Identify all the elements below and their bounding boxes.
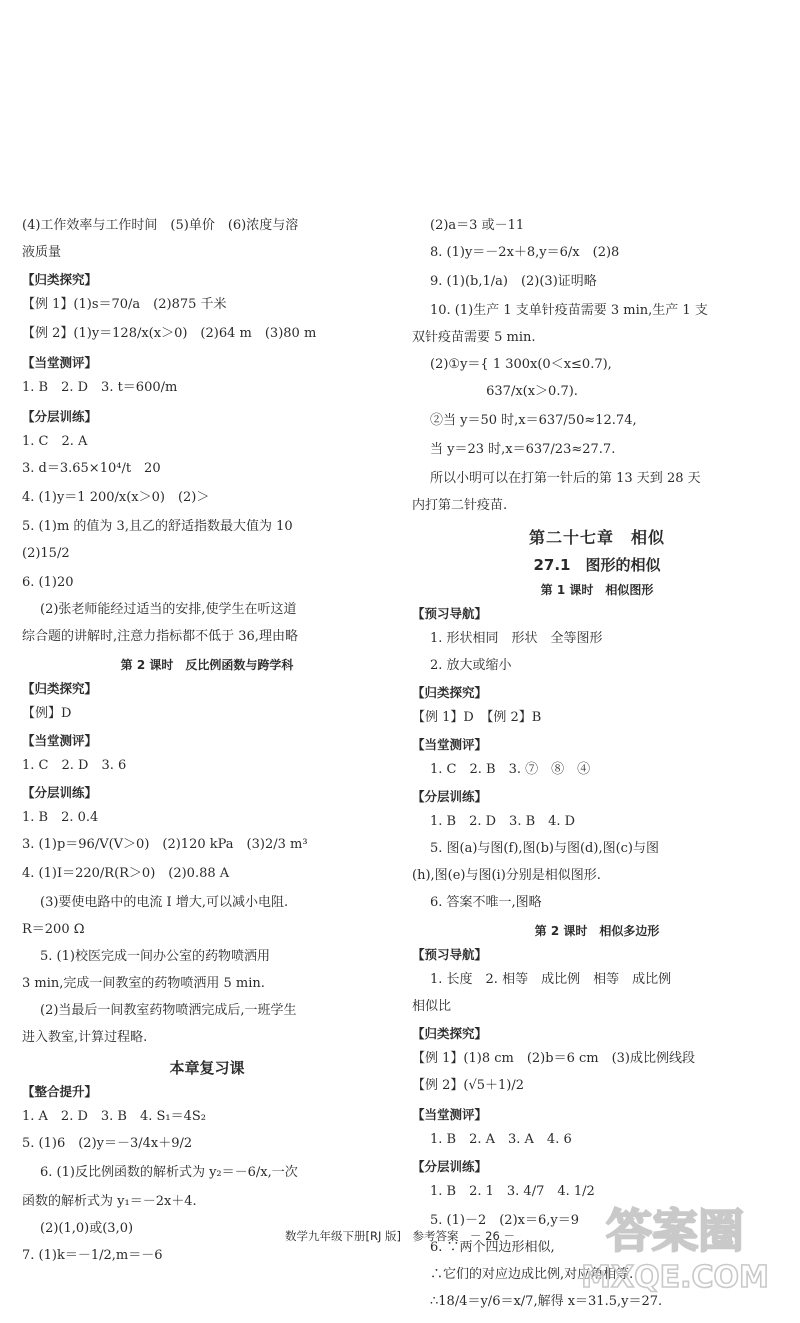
answer-line: 1. B 2. 0.4 xyxy=(22,810,99,825)
answer-line: (2)a＝3 或－11 xyxy=(430,218,525,233)
section-heading: 【归类探究】 xyxy=(22,272,98,287)
watermark-logo xyxy=(560,1195,790,1295)
answer-line: 综合题的讲解时,注意力指标都不低于 36,理由略 xyxy=(22,629,298,644)
answer-line: 【例】D xyxy=(22,706,72,721)
section-heading: 【当堂测评】 xyxy=(412,737,488,752)
answer-line: 【例 1】(1)s＝70/a (2)875 千米 xyxy=(22,297,227,312)
left-column xyxy=(22,218,392,1277)
answer-line: 8. (1)y＝－2x＋8,y＝6/x (2)8 xyxy=(430,245,620,260)
answer-line: 【例 1】D 【例 2】B xyxy=(412,710,542,725)
answer-line: 5. (1)－2 (2)x＝6,y＝9 xyxy=(430,1213,579,1228)
answer-line: 6. (1)20 xyxy=(22,575,74,590)
answer-line: 所以小明可以在打第一针后的第 13 天到 28 天 xyxy=(430,471,701,486)
section-heading: 【归类探究】 xyxy=(22,681,98,696)
answer-line: ∴18/4＝y/6＝x/7,解得 x＝31.5,y＝27. xyxy=(430,1294,663,1309)
answer-line: 1. C 2. A xyxy=(22,434,88,449)
answer-line: 【例 2】(√5＋1)/2 xyxy=(412,1078,525,1093)
answer-line: (2)①y＝{ 1 300x(0＜x≤0.7), xyxy=(430,357,612,372)
answer-line: 3 min,完成一间教室的药物喷洒用 5 min. xyxy=(22,976,265,991)
lesson-title: 第 1 课时 相似图形 xyxy=(540,583,654,597)
chapter-title: 第二十七章 相似 xyxy=(528,528,665,547)
answer-line: 1. B 2. D 3. B 4. D xyxy=(430,814,576,829)
section-heading: 【预习导航】 xyxy=(412,947,488,962)
answer-line: 5. (1)校医完成一间办公室的药物喷洒用 xyxy=(40,949,270,964)
answer-line: 9. (1)(b,1/a) (2)(3)证明略 xyxy=(430,274,597,289)
answer-line: 6. (1)反比例函数的解析式为 y₂＝－6/x,一次 xyxy=(40,1165,298,1180)
answer-line: (h),图(e)与图(i)分别是相似图形. xyxy=(412,868,601,883)
section-heading: 【当堂测评】 xyxy=(22,355,98,370)
answer-line: 7. (1)k＝－1/2,m＝－6 xyxy=(22,1248,163,1263)
answer-line: 函数的解析式为 y₁＝－2x＋4. xyxy=(22,1194,197,1209)
answer-line: ∴它们的对应边成比例,对应角相等. xyxy=(430,1267,634,1282)
section-heading: 【整合提升】 xyxy=(22,1084,98,1099)
section-heading: 【分层训练】 xyxy=(412,1159,488,1174)
watermark-url: MXQE.COM xyxy=(581,1260,769,1295)
answer-line: 1. C 2. B 3. ⑦ ⑧ ④ xyxy=(430,762,591,777)
answer-line: 3. (1)p＝96/V(V＞0) (2)120 kPa (3)2/3 m³ xyxy=(22,837,308,852)
watermark-title: 答案圈 xyxy=(606,1204,744,1258)
page-footer: 数学九年级下册[RJ 版] 参考答案 － 26 － xyxy=(285,1229,515,1243)
answer-line: 5. (1)m 的值为 3,且乙的舒适指数最大值为 10 xyxy=(22,519,293,534)
answer-line: 【例 1】(1)8 cm (2)b＝6 cm (3)成比例线段 xyxy=(412,1051,695,1066)
answer-line: ②当 y＝50 时,x＝637/50≈12.74, xyxy=(430,413,637,428)
answer-line: 进入教室,计算过程略. xyxy=(22,1030,148,1045)
section-heading: 【分层训练】 xyxy=(412,789,488,804)
answer-line: 2. 放大或缩小 xyxy=(430,658,512,673)
answer-line: (2)15/2 xyxy=(22,546,70,561)
answer-line: 液质量 xyxy=(22,245,62,260)
answer-line: 5. 图(a)与图(f),图(b)与图(d),图(c)与图 xyxy=(430,841,660,856)
answer-line: 当 y＝23 时,x＝637/23≈27.7. xyxy=(430,442,616,457)
answer-line: 内打第二针疫苗. xyxy=(412,498,508,513)
answer-line: 6. 答案不唯一,图略 xyxy=(430,895,542,910)
answer-line: (2)(1,0)或(3,0) xyxy=(40,1221,134,1236)
answer-line: (2)当最后一间教室药物喷洒完成后,一班学生 xyxy=(40,1003,297,1018)
section-heading: 【当堂测评】 xyxy=(412,1107,488,1122)
answer-line: 1. A 2. D 3. B 4. S₁＝4S₂ xyxy=(22,1109,207,1124)
answer-line: (2)张老师能经过适当的安排,使学生在听这道 xyxy=(40,602,297,617)
answer-line: 相似比 xyxy=(412,999,452,1014)
right-column xyxy=(412,218,782,1323)
lesson-title: 第 2 课时 反比例函数与跨学科 xyxy=(120,658,294,672)
answer-line: (4)工作效率与工作时间 (5)单价 (6)浓度与溶 xyxy=(22,218,299,233)
answer-line: 1. 形状相同 形状 全等图形 xyxy=(430,631,603,646)
answer-line: 1. C 2. D 3. 6 xyxy=(22,758,127,773)
section-title: 本章复习课 xyxy=(169,1059,245,1077)
answer-line: R＝200 Ω xyxy=(22,922,85,937)
section-heading: 【归类探究】 xyxy=(412,685,488,700)
answer-line: 双针疫苗需要 5 min. xyxy=(412,330,536,345)
answer-line: 1. B 2. 1 3. 4/7 4. 1/2 xyxy=(430,1184,595,1199)
section-heading: 【分层训练】 xyxy=(22,409,98,424)
answer-line: 6. ∵两个四边形相似, xyxy=(430,1240,555,1255)
answer-line: 1. 长度 2. 相等 成比例 相等 成比例 xyxy=(430,972,672,987)
section-heading: 【预习导航】 xyxy=(412,606,488,621)
answer-line: 【例 2】(1)y＝128/x(x＞0) (2)64 m (3)80 m xyxy=(22,326,317,341)
answer-line: 10. (1)生产 1 支单针疫苗需要 3 min,生产 1 支 xyxy=(430,303,708,318)
section-heading: 【归类探究】 xyxy=(412,1026,488,1041)
answer-line: 1. B 2. A 3. A 4. 6 xyxy=(430,1132,572,1147)
section-heading: 【分层训练】 xyxy=(22,785,98,800)
answer-line: 5. (1)6 (2)y＝－3/4x＋9/2 xyxy=(22,1136,193,1151)
answer-line: 3. d＝3.65×10⁴/t 20 xyxy=(22,461,161,476)
answer-line: 1. B 2. D 3. t＝600/m xyxy=(22,380,178,395)
lesson-title: 第 2 课时 相似多边形 xyxy=(534,924,660,938)
answer-line: 637/x(x＞0.7). xyxy=(430,384,578,399)
answer-line: (3)要使电路中的电流 I 增大,可以减小电阻. xyxy=(40,895,289,910)
answer-line: 4. (1)I＝220/R(R＞0) (2)0.88 A xyxy=(22,866,230,881)
answer-line: 4. (1)y＝1 200/x(x＞0) (2)＞ xyxy=(22,490,210,505)
section-heading: 【当堂测评】 xyxy=(22,733,98,748)
section-title: 27.1 图形的相似 xyxy=(533,556,661,574)
